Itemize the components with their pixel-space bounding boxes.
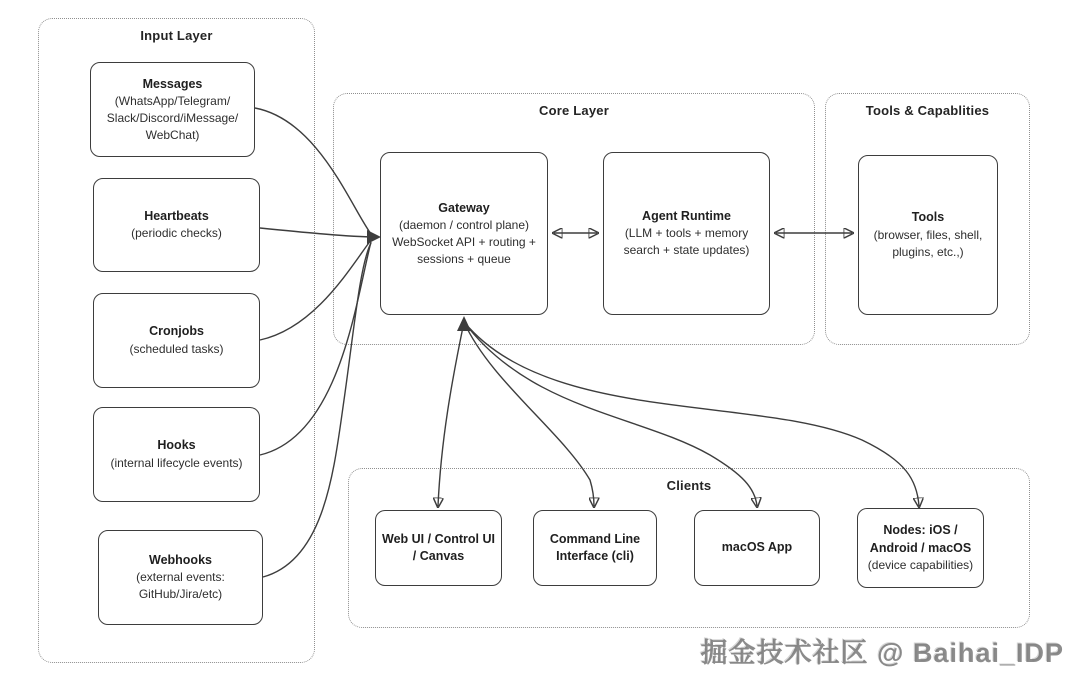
node-hooks-line: (internal lifecycle events) bbox=[110, 455, 243, 470]
node-messages-line: Slack/Discord/iMessage/ bbox=[106, 110, 239, 125]
input-layer-title: Input Layer bbox=[140, 28, 213, 43]
node-macos-app bbox=[694, 510, 820, 586]
node-agent-runtime-line: (LLM + tools + memory bbox=[624, 226, 749, 241]
node-webhooks-line: (external events: bbox=[136, 570, 225, 585]
node-agent-runtime bbox=[603, 152, 770, 315]
node-messages-line: WebChat) bbox=[145, 127, 200, 142]
node-web-ui bbox=[375, 510, 502, 586]
node-heartbeats bbox=[93, 178, 260, 272]
node-nodes-devices-title: Nodes: iOS / Android / macOS bbox=[869, 523, 972, 555]
node-macos-app-title: macOS App bbox=[721, 540, 793, 555]
clients-layer-title: Clients bbox=[666, 478, 712, 493]
node-cli-title: Command Line Interface (cli) bbox=[549, 531, 641, 563]
node-hooks bbox=[93, 407, 260, 502]
node-nodes-devices-line: (device capabilities) bbox=[867, 558, 974, 573]
node-heartbeats-line: (periodic checks) bbox=[131, 226, 222, 241]
node-gateway bbox=[380, 152, 548, 315]
node-cronjobs bbox=[93, 293, 260, 388]
watermark: 掘金技术社区 @ Baihai_IDP bbox=[700, 638, 1064, 668]
node-gateway-line: (daemon / control plane) bbox=[398, 218, 530, 233]
node-messages-title: Messages bbox=[142, 76, 203, 91]
node-gateway-line: WebSocket API + routing + bbox=[392, 234, 536, 249]
node-tools-title: Tools bbox=[911, 210, 945, 225]
node-webhooks bbox=[98, 530, 263, 625]
node-cli bbox=[533, 510, 657, 586]
core-layer-title: Core Layer bbox=[539, 103, 609, 118]
node-agent-runtime-title: Agent Runtime bbox=[642, 208, 731, 223]
node-tools-line: plugins, etc.,) bbox=[892, 244, 964, 259]
node-messages bbox=[90, 62, 255, 157]
node-webhooks-line: GitHub/Jira/etc) bbox=[138, 587, 223, 602]
node-agent-runtime-line: search + state updates) bbox=[623, 243, 750, 258]
node-cronjobs-title: Cronjobs bbox=[149, 324, 204, 339]
node-nodes-devices bbox=[857, 508, 984, 588]
node-web-ui-title: Web UI / Control UI / Canvas bbox=[382, 531, 495, 563]
node-tools-line: (browser, files, shell, bbox=[873, 227, 983, 242]
node-tools bbox=[858, 155, 998, 315]
node-heartbeats-title: Heartbeats bbox=[144, 208, 209, 223]
node-gateway-title: Gateway bbox=[438, 200, 490, 215]
node-hooks-title: Hooks bbox=[157, 438, 196, 453]
node-webhooks-title: Webhooks bbox=[149, 552, 212, 567]
node-cronjobs-line: (scheduled tasks) bbox=[129, 341, 224, 356]
node-gateway-line: sessions + queue bbox=[417, 251, 511, 266]
tools-layer-title: Tools & Capablities bbox=[865, 103, 990, 118]
node-messages-line: (WhatsApp/Telegram/ bbox=[114, 94, 231, 109]
